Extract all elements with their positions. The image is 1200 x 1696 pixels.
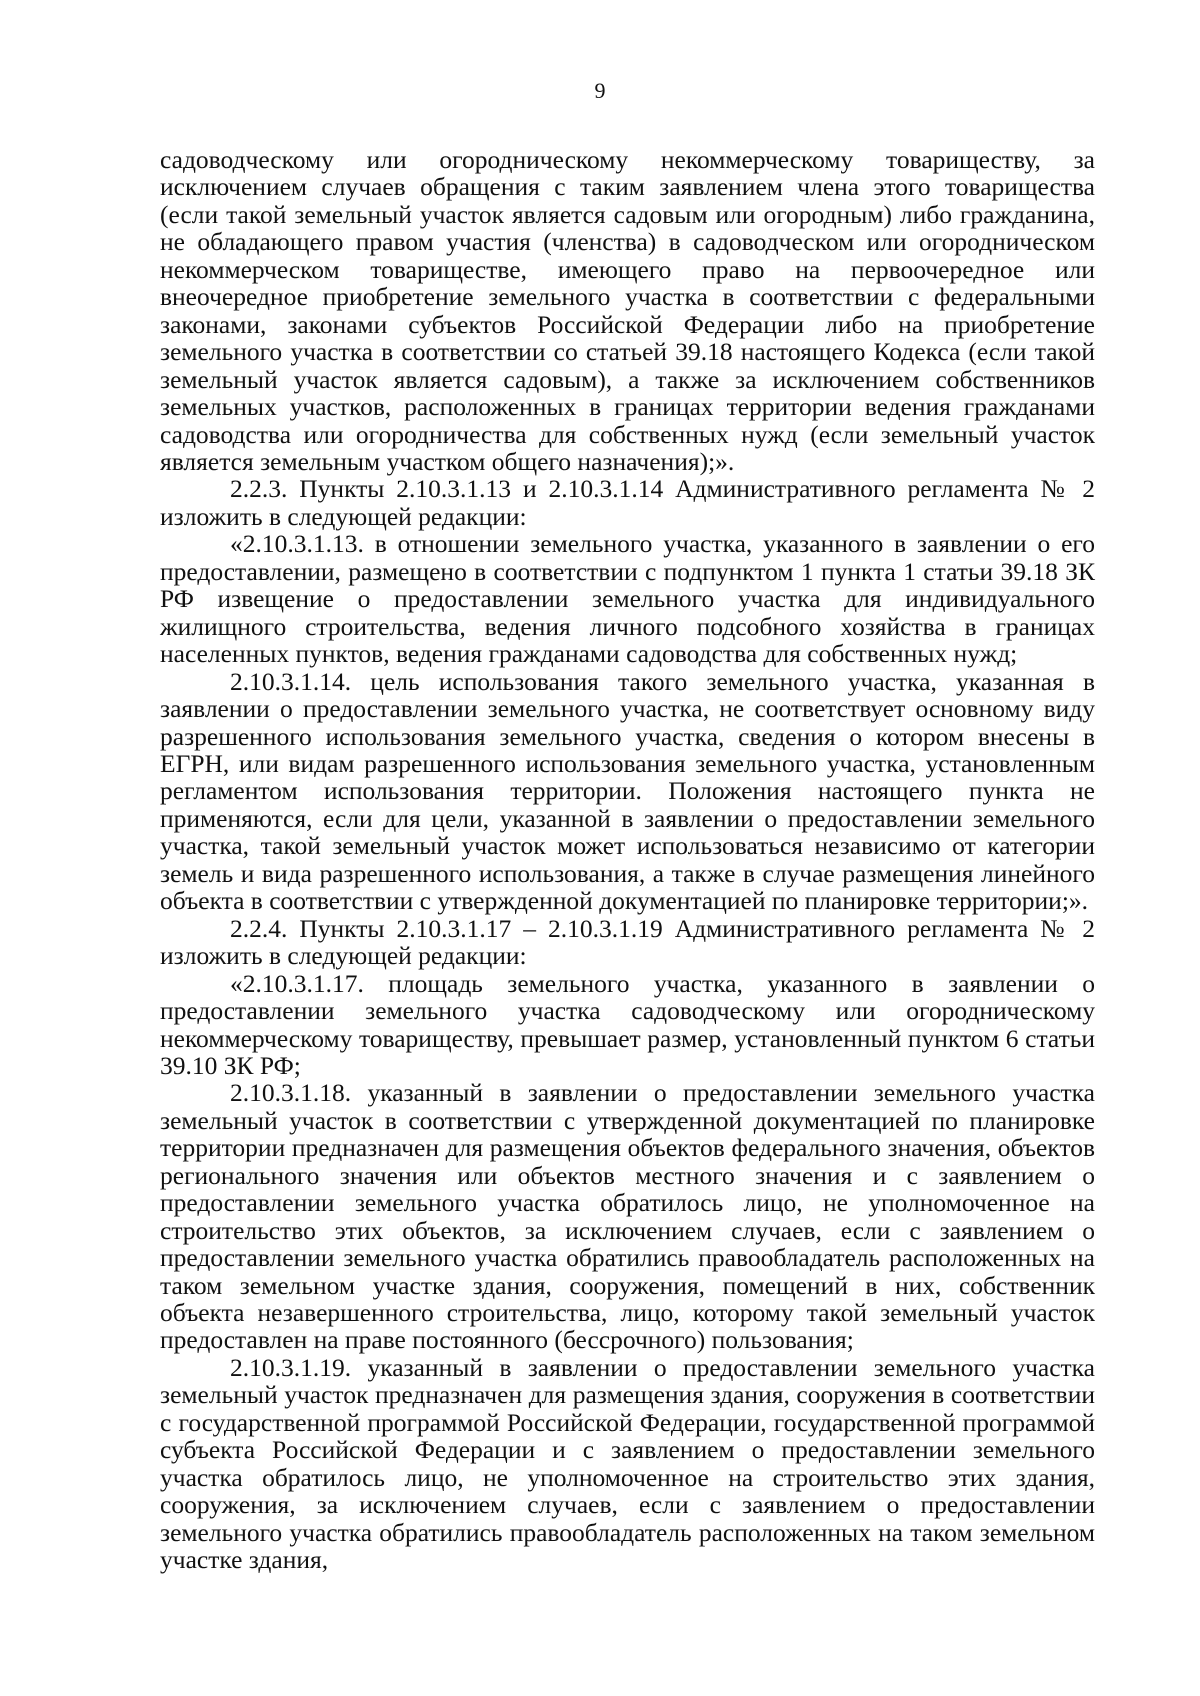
paragraph-2-10-3-1-19: 2.10.3.1.19. указанный в заявлении о предоставлении земельного участка земельный участок предназначен для размещения здания, сооружения в соответствии с государственной программой Российской Федерации, государственной программой субъекта Российской Федерации и с заявлением о предоставлении земельного участка обратилось лицо, не уполномоченное на строительство этих здания, сооружения, за исключением случаев, если с заявлением о предоставлении земельного участка обратились правообладатель расположенных на таком земельном участке здания,: [160, 1352, 1095, 1575]
paragraph-2-10-3-1-17: «2.10.3.1.17. площадь земельного участка, указанного в заявлении о предоставлении земельного участка садоводческому или огородническому некоммерческому товариществу, превышает размер, установленный пунктом 6 статьи 39.10 ЗК РФ;: [160, 968, 1095, 1080]
paragraph-2-10-3-1-18: 2.10.3.1.18. указанный в заявлении о предоставлении земельного участка земельный участок в соответствии с утвержденной документацией по планировке территории предназначен для размещения объектов федерального значения, объектов регионального значения или объектов местного значения и с заявлением о предоставлении земельного участка обратилось лицо, не уполномоченное на строительство этих объектов, за исключением случаев, если с заявлением о предоставлении земельного участка обратились правообладатель расположенных на таком земельном участке здания, сооружения, помещений в них, собственник объекта незавершенного строительства, лицо, которому такой земельный участок предоставлен на праве постоянного (бессрочного) пользования;: [160, 1078, 1095, 1355]
page-number: 9: [594, 78, 606, 103]
document-body: [160, 146, 1095, 1574]
paragraph-continuation: садоводческому или огородническому некоммерческому товариществу, за исключением случаев обращения с таким заявлением члена этого товарищества (если такой земельный участок является садовым или огородным) либо гражданина, не обладающего правом участия (членства) в садоводческом или огородническом некоммерческом товариществе, имеющего право на первоочередное или внеочередное приобретение земельного участка в соответствии с федеральными законами, законами субъектов Российской Федерации либо на приобретение земельного участка в соответствии со статьей 39.18 настоящего Кодекса (если такой земельный участок является садовым), а также за исключением собственников земельных участков, расположенных в границах территории ведения гражданами садоводства или огородничества для собственных нужд (если земельный участок является земельным участком общего назначения);».: [160, 145, 1095, 476]
paragraph-2-2-3: 2.2.3. Пункты 2.10.3.1.13 и 2.10.3.1.14 Административного регламента № 2 изложить в следующей редакции:: [160, 474, 1095, 531]
paragraph-2-10-3-1-14: 2.10.3.1.14. цель использования такого земельного участка, указанная в заявлении о предоставлении земельного участка, не соответствует основному виду разрешенного использования земельного участка, сведения о котором внесены в ЕГРН, или видам разрешенного использования земельного участка, установленным регламентом использования территории. Положения настоящего пункта не применяются, если для цели, указанной в заявлении о предоставлении земельного участка, такой земельный участок может использоваться независимо от категории земель и вида разрешенного использования, а также в случае размещения линейного объекта в соответствии с утвержденной документацией по планировке территории;».: [160, 666, 1095, 916]
paragraph-2-2-4: 2.2.4. Пункты 2.10.3.1.17 – 2.10.3.1.19 Административного регламента № 2 изложить в следующей редакции:: [160, 913, 1095, 971]
paragraph-2-10-3-1-13: «2.10.3.1.13. в отношении земельного участка, указанного в заявлении о его предоставлении, размещено в соответствии с подпунктом 1 пункта 1 статьи 39.18 ЗК РФ извещение о предоставлении земельного участка для индивидуального жилищного строительства, ведения личного подсобного хозяйства в границах населенных пунктов, ведения гражданами садоводства для собственных нужд;: [160, 529, 1095, 669]
